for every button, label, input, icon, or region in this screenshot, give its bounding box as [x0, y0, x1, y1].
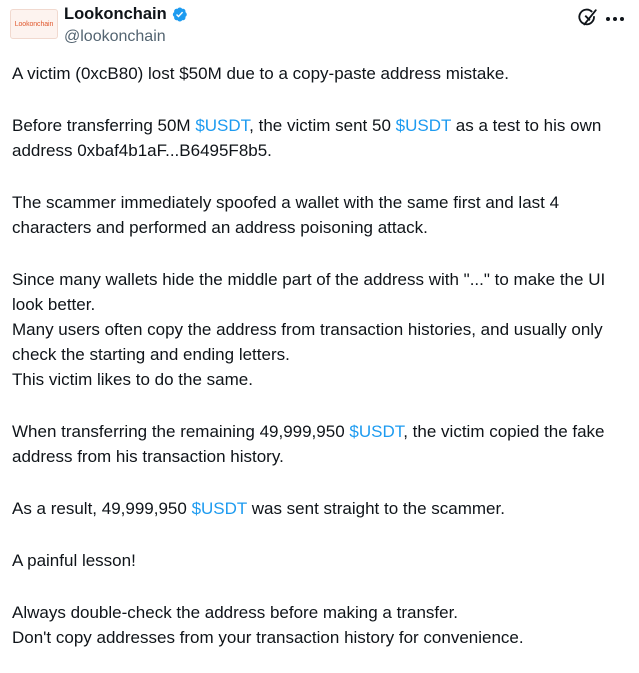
verified-badge-icon: [171, 6, 188, 23]
cashtag-link[interactable]: $USDT: [195, 116, 250, 135]
paragraph-5: [12, 419, 632, 469]
author-handle[interactable]: @lookonchain: [64, 28, 166, 45]
tweet-text: [12, 61, 632, 650]
paragraph-8-line-2: Don't copy addresses from your transaction history for convenience.: [12, 628, 524, 647]
avatar-text: Lookonchain: [14, 20, 54, 28]
text-segment: As a result, 49,999,950: [12, 499, 192, 518]
text-segment: as a test to his own address 0xbaf4b1aF...B6495F8b5.: [12, 116, 602, 160]
paragraph-2: [12, 113, 632, 163]
text-segment: , the victim copied the fake address from his transaction history.: [12, 422, 605, 466]
avatar[interactable]: [10, 9, 58, 39]
paragraph-4-line-2: Many users often copy the address from transaction histories, and usually only check the starting and ending letters.: [12, 320, 603, 364]
cashtag-link[interactable]: $USDT: [349, 422, 404, 441]
paragraph-4-line-1: Since many wallets hide the middle part of the address with "..." to make the UI look better.: [12, 270, 606, 314]
paragraph-6: [12, 496, 632, 521]
text-segment: was sent straight to the scammer.: [247, 499, 505, 518]
author-display-name[interactable]: Lookonchain: [64, 5, 167, 23]
paragraph-4-line-3: This victim likes to do the same.: [12, 370, 253, 389]
author-block: [64, 4, 188, 47]
paragraph-1: A victim (0xcB80) lost $50M due to a copy-paste address mistake.: [12, 64, 510, 83]
paragraph-7: A painful lesson!: [12, 551, 136, 570]
author-name-row[interactable]: [64, 4, 188, 24]
text-segment: , the victim sent 50: [249, 116, 396, 135]
tweet-header: [10, 4, 630, 44]
text-segment: When transferring the remaining 49,999,950: [12, 422, 350, 441]
more-icon[interactable]: [604, 12, 626, 26]
text-segment: Before transferring 50M: [12, 116, 196, 135]
paragraph-3: The scammer immediately spoofed a wallet with the same first and last 4 characters and performed an address poisoning attack.: [12, 193, 560, 237]
cashtag-link[interactable]: $USDT: [191, 499, 247, 518]
cashtag-link[interactable]: $USDT: [395, 116, 452, 135]
grok-icon[interactable]: [577, 7, 599, 29]
paragraph-8-line-1: Always double-check the address before making a transfer.: [12, 603, 459, 622]
